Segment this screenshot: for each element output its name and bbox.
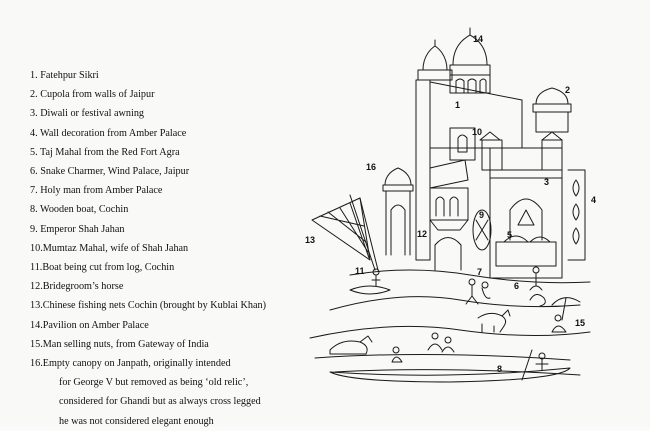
marker-11: 11 — [355, 266, 365, 276]
legend-item-13: 13.Chinese fishing nets Cochin (brought by Kublai Khan) — [30, 300, 266, 312]
legend-item-16-continuation: he was not considered elegant enough — [59, 415, 214, 427]
horse-drawing — [478, 310, 510, 332]
marker-16: 16 — [366, 162, 377, 172]
seated-figures-drawing — [330, 333, 454, 362]
legend-item-15: 15.Man selling nuts, from Gateway of India — [30, 338, 209, 350]
legend-item-6: 6. Snake Charmer, Wind Palace, Jaipur — [30, 166, 190, 178]
marker-2: 2 — [565, 85, 571, 95]
marker-1: 1 — [455, 100, 461, 110]
legend-item-14: 14.Pavilion on Amber Palace — [30, 319, 149, 331]
marker-14: 14 — [473, 34, 484, 44]
balcony-drawing — [430, 160, 468, 230]
left-tower-drawing — [416, 40, 452, 260]
legend-item-12: 12.Bridegroom’s horse — [30, 281, 124, 293]
line-drawing-collage — [290, 20, 615, 395]
gateway-building-drawing — [450, 128, 562, 278]
marker-15: 15 — [575, 318, 586, 328]
legend-item-1: 1. Fatehpur Sikri — [30, 70, 99, 81]
river-bank-drawing — [310, 270, 590, 375]
diagram-markers — [305, 34, 596, 374]
marker-12: 12 — [417, 229, 428, 239]
marker-6: 6 — [514, 281, 520, 291]
marker-8: 8 — [497, 364, 503, 374]
marker-3: 3 — [544, 177, 550, 187]
legend-item-16-continuation: for George V but removed as being ‘old relic’, — [59, 377, 249, 389]
legend-item-7: 7. Holy man from Amber Palace — [30, 185, 163, 197]
marker-9: 9 — [479, 210, 485, 220]
marker-4: 4 — [591, 195, 597, 205]
legend-item-3: 3. Diwali or festival awning — [30, 108, 145, 120]
legend-item-8: 8. Wooden boat, Cochin — [30, 204, 129, 216]
legend-item-4: 4. Wall decoration from Amber Palace — [30, 127, 187, 139]
marker-5: 5 — [507, 230, 513, 240]
legend-item-2: 2. Cupola from walls of Jaipur — [30, 89, 155, 101]
empty-canopy-drawing — [383, 168, 413, 255]
legend-item-16-continuation: considered for Ghandi but as always cross legged — [59, 396, 261, 408]
legend-item-11: 11.Boat being cut from log, Cochin — [30, 262, 175, 274]
legend-item-5: 5. Taj Mahal from the Red Fort Agra — [30, 146, 180, 158]
wall-decoration-drawing — [568, 170, 585, 260]
marker-13: 13 — [305, 235, 316, 245]
legend-item-9: 9. Emperor Shah Jahan — [30, 223, 125, 235]
fishing-nets-drawing — [312, 195, 378, 270]
marker-10: 10 — [472, 127, 483, 137]
legend-item-16: 16.Empty canopy on Janpath, originally intended — [30, 358, 231, 370]
pavilion-drawing — [450, 28, 490, 93]
legend-item-10: 10.Mumtaz Mahal, wife of Shah Jahan — [30, 242, 189, 254]
marker-7: 7 — [477, 267, 483, 277]
legend-list — [30, 66, 330, 431]
